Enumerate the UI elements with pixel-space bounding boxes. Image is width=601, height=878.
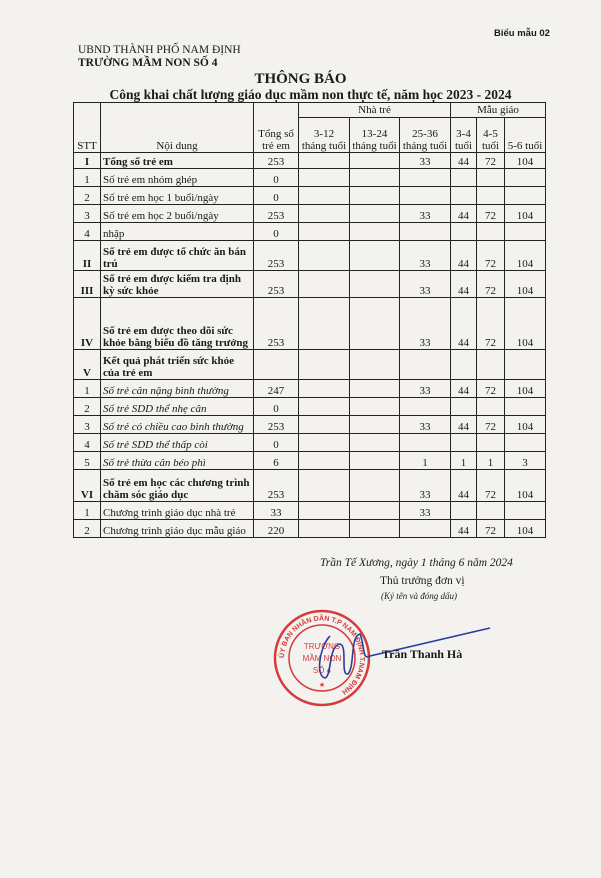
cell-content: Số trẻ có chiều cao bình thường — [101, 416, 254, 434]
cell-value — [350, 434, 400, 452]
header-total: Tổng số trẻ em — [254, 103, 299, 153]
cell-value: 44 — [451, 271, 477, 298]
cell-total: 253 — [254, 271, 299, 298]
cell-value: 44 — [451, 205, 477, 223]
cell-value — [299, 223, 350, 241]
cell-total: 220 — [254, 520, 299, 538]
table-row — [74, 187, 546, 205]
cell-value: 44 — [451, 380, 477, 398]
cell-value: 72 — [477, 470, 505, 502]
cell-content: Số trẻ thừa cân béo phì — [101, 452, 254, 470]
cell-value — [350, 520, 400, 538]
cell-value — [350, 398, 400, 416]
signer-title: Thủ trưởng đơn vị — [380, 575, 465, 587]
cell-value — [350, 470, 400, 502]
cell-value: 72 — [477, 241, 505, 271]
cell-value — [451, 187, 477, 205]
stamp-line: MẦM NON — [302, 654, 342, 663]
cell-total: 253 — [254, 470, 299, 502]
cell-value — [350, 187, 400, 205]
cell-content: Số trẻ em được kiểm tra định kỳ sức khỏe — [101, 271, 254, 298]
header-age-group: 4-5 tuổi — [477, 118, 505, 153]
cell-content: Kết quả phát triển sức khỏe của trẻ em — [101, 350, 254, 380]
cell-value: 33 — [400, 241, 451, 271]
cell-value: 44 — [451, 241, 477, 271]
cell-value — [451, 398, 477, 416]
cell-value — [299, 153, 350, 169]
cell-value — [350, 223, 400, 241]
cell-value: 33 — [400, 470, 451, 502]
table-row — [74, 398, 546, 416]
table-row — [74, 434, 546, 452]
cell-value: 33 — [400, 298, 451, 350]
cell-value: 44 — [451, 520, 477, 538]
cell-value — [477, 169, 505, 187]
cell-value — [299, 520, 350, 538]
cell-value: 1 — [451, 452, 477, 470]
cell-stt: 1 — [74, 380, 101, 398]
table-row — [74, 223, 546, 241]
place-date: Trần Tế Xương, ngày 1 tháng 6 năm 2024 — [320, 557, 513, 569]
cell-content: Số trẻ SDD thể nhẹ cân — [101, 398, 254, 416]
cell-value — [505, 169, 546, 187]
cell-value — [350, 502, 400, 520]
cell-value — [350, 241, 400, 271]
header-stt: STT — [74, 103, 101, 153]
cell-value: 1 — [477, 452, 505, 470]
form-number: Biểu mẫu 02 — [494, 28, 550, 39]
document-subtitle: Công khai chất lượng giáo dục mầm non thực tế, năm học 2023 - 2024 — [109, 87, 512, 102]
cell-value — [299, 241, 350, 271]
cell-content: Số trẻ em học 2 buổi/ngày — [101, 205, 254, 223]
cell-value — [299, 470, 350, 502]
cell-value — [505, 223, 546, 241]
table-row — [74, 380, 546, 398]
cell-value: 3 — [505, 452, 546, 470]
cell-value — [477, 223, 505, 241]
cell-value: 104 — [505, 298, 546, 350]
cell-content: Số trẻ em được tổ chức ăn bán trú — [101, 241, 254, 271]
cell-value: 72 — [477, 416, 505, 434]
cell-value: 104 — [505, 241, 546, 271]
cell-stt: 2 — [74, 520, 101, 538]
cell-value: 72 — [477, 380, 505, 398]
cell-value: 33 — [400, 153, 451, 169]
cell-stt: V — [74, 350, 101, 380]
cell-total: 253 — [254, 241, 299, 271]
cell-stt: 1 — [74, 502, 101, 520]
header-age-group: 13-24 tháng tuổi — [350, 118, 400, 153]
cell-value — [299, 169, 350, 187]
cell-value — [299, 434, 350, 452]
cell-value — [299, 380, 350, 398]
document-title: THÔNG BÁO — [254, 71, 347, 87]
cell-total: 253 — [254, 153, 299, 169]
header-age-group: 3-4 tuổi — [451, 118, 477, 153]
cell-value — [299, 502, 350, 520]
cell-value: 72 — [477, 520, 505, 538]
cell-value: 104 — [505, 271, 546, 298]
cell-value — [477, 398, 505, 416]
cell-value: 104 — [505, 470, 546, 502]
cell-value: 44 — [451, 153, 477, 169]
cell-total: 0 — [254, 223, 299, 241]
cell-stt: III — [74, 271, 101, 298]
cell-value — [451, 434, 477, 452]
cell-total — [254, 350, 299, 380]
table-row — [74, 502, 546, 520]
cell-value — [299, 205, 350, 223]
cell-value: 72 — [477, 153, 505, 169]
table-row — [74, 350, 546, 380]
cell-stt: 3 — [74, 416, 101, 434]
cell-value — [505, 502, 546, 520]
cell-content: Chương trình giáo dục nhà trẻ — [101, 502, 254, 520]
header-content: Nội dung — [101, 103, 254, 153]
header-age-group: 5-6 tuổi — [505, 118, 546, 153]
cell-content: Số trẻ em được theo dõi sức khỏe bằng biểu đồ tăng trưởng — [101, 298, 254, 350]
cell-value: 104 — [505, 520, 546, 538]
cell-total: 6 — [254, 452, 299, 470]
table-row — [74, 452, 546, 470]
cell-value: 72 — [477, 205, 505, 223]
cell-value: 33 — [400, 502, 451, 520]
cell-stt: 1 — [74, 169, 101, 187]
cell-total: 33 — [254, 502, 299, 520]
header-age-group: 25-36 tháng tuổi — [400, 118, 451, 153]
stamp-ring-text: ỦY BAN NHÂN DÂN T.P NAM ĐỊNH T.NAM ĐỊNH — [278, 615, 366, 696]
cell-total: 0 — [254, 187, 299, 205]
cell-value — [451, 502, 477, 520]
table-row — [74, 416, 546, 434]
cell-value — [299, 398, 350, 416]
cell-stt: 2 — [74, 398, 101, 416]
cell-value — [299, 271, 350, 298]
table-row — [74, 241, 546, 271]
table-row — [74, 169, 546, 187]
table-row — [74, 298, 546, 350]
cell-value — [299, 416, 350, 434]
cell-value — [400, 398, 451, 416]
cell-stt: II — [74, 241, 101, 271]
cell-stt: 3 — [74, 205, 101, 223]
cell-content: Số trẻ em học 1 buổi/ngày — [101, 187, 254, 205]
cell-value — [477, 350, 505, 380]
cell-value: 33 — [400, 271, 451, 298]
cell-total: 0 — [254, 434, 299, 452]
table-row — [74, 271, 546, 298]
cell-content: Tổng số trẻ em — [101, 153, 254, 169]
table-row — [74, 205, 546, 223]
cell-total: 253 — [254, 416, 299, 434]
cell-value — [477, 434, 505, 452]
table-row — [74, 153, 546, 169]
cell-value: 33 — [400, 205, 451, 223]
cell-value — [350, 452, 400, 470]
cell-value — [299, 452, 350, 470]
cell-value — [400, 187, 451, 205]
cell-value: 44 — [451, 470, 477, 502]
table-row — [74, 470, 546, 502]
cell-value: 44 — [451, 416, 477, 434]
cell-stt: 2 — [74, 187, 101, 205]
signer-name: Trần Thanh Hà — [382, 647, 463, 661]
cell-stt: 5 — [74, 452, 101, 470]
stamp-line: SỐ 4 — [312, 666, 332, 675]
header-nha-tre: Nhà trẻ — [299, 103, 451, 118]
cell-value — [350, 153, 400, 169]
cell-value — [505, 187, 546, 205]
stamp-line: TRƯỜNG — [303, 642, 341, 651]
organization-name: TRƯỜNG MẦM NON SỐ 4 — [78, 57, 218, 69]
cell-value — [451, 350, 477, 380]
cell-value — [477, 502, 505, 520]
cell-total: 247 — [254, 380, 299, 398]
sign-note: (Ký tên và đóng dấu) — [381, 591, 457, 601]
cell-stt: IV — [74, 298, 101, 350]
cell-value — [400, 169, 451, 187]
cell-value: 1 — [400, 452, 451, 470]
cell-stt: 4 — [74, 223, 101, 241]
cell-value — [400, 350, 451, 380]
parent-organization: UBND THÀNH PHỐ NAM ĐỊNH — [78, 44, 241, 56]
cell-value — [350, 169, 400, 187]
cell-total: 0 — [254, 169, 299, 187]
cell-value — [350, 380, 400, 398]
cell-value — [505, 398, 546, 416]
cell-stt: 4 — [74, 434, 101, 452]
cell-value: 104 — [505, 153, 546, 169]
cell-value: 44 — [451, 298, 477, 350]
cell-value: 33 — [400, 416, 451, 434]
cell-value — [400, 223, 451, 241]
cell-value — [350, 271, 400, 298]
cell-value: 104 — [505, 380, 546, 398]
cell-content: Số trẻ em nhóm ghép — [101, 169, 254, 187]
cell-value — [451, 169, 477, 187]
cell-content: Chương trình giáo dục mẫu giáo — [101, 520, 254, 538]
cell-content: Số trẻ cân nặng bình thường — [101, 380, 254, 398]
quality-table — [73, 102, 546, 538]
cell-value — [350, 298, 400, 350]
cell-content: Số trẻ SDD thể thấp còi — [101, 434, 254, 452]
cell-value — [350, 350, 400, 380]
cell-value — [400, 434, 451, 452]
cell-value — [350, 205, 400, 223]
cell-total: 0 — [254, 398, 299, 416]
cell-stt: I — [74, 153, 101, 169]
cell-value — [350, 416, 400, 434]
cell-value — [505, 350, 546, 380]
cell-value: 104 — [505, 416, 546, 434]
header-mau-giao: Mẫu giáo — [451, 103, 546, 118]
cell-value — [299, 187, 350, 205]
cell-value — [400, 520, 451, 538]
cell-value — [505, 434, 546, 452]
header-age-group: 3-12 tháng tuổi — [299, 118, 350, 153]
table-row — [74, 520, 546, 538]
cell-total: 253 — [254, 298, 299, 350]
cell-content: Số trẻ em học các chương trình chăm sóc giáo dục — [101, 470, 254, 502]
cell-value — [299, 298, 350, 350]
cell-value: 33 — [400, 380, 451, 398]
cell-value — [477, 187, 505, 205]
cell-content: nhập — [101, 223, 254, 241]
cell-value: 72 — [477, 271, 505, 298]
cell-value — [299, 350, 350, 380]
cell-value: 72 — [477, 298, 505, 350]
stamp-star: ★ — [318, 681, 326, 689]
cell-value: 104 — [505, 205, 546, 223]
cell-stt: VI — [74, 470, 101, 502]
cell-value — [451, 223, 477, 241]
cell-total: 253 — [254, 205, 299, 223]
